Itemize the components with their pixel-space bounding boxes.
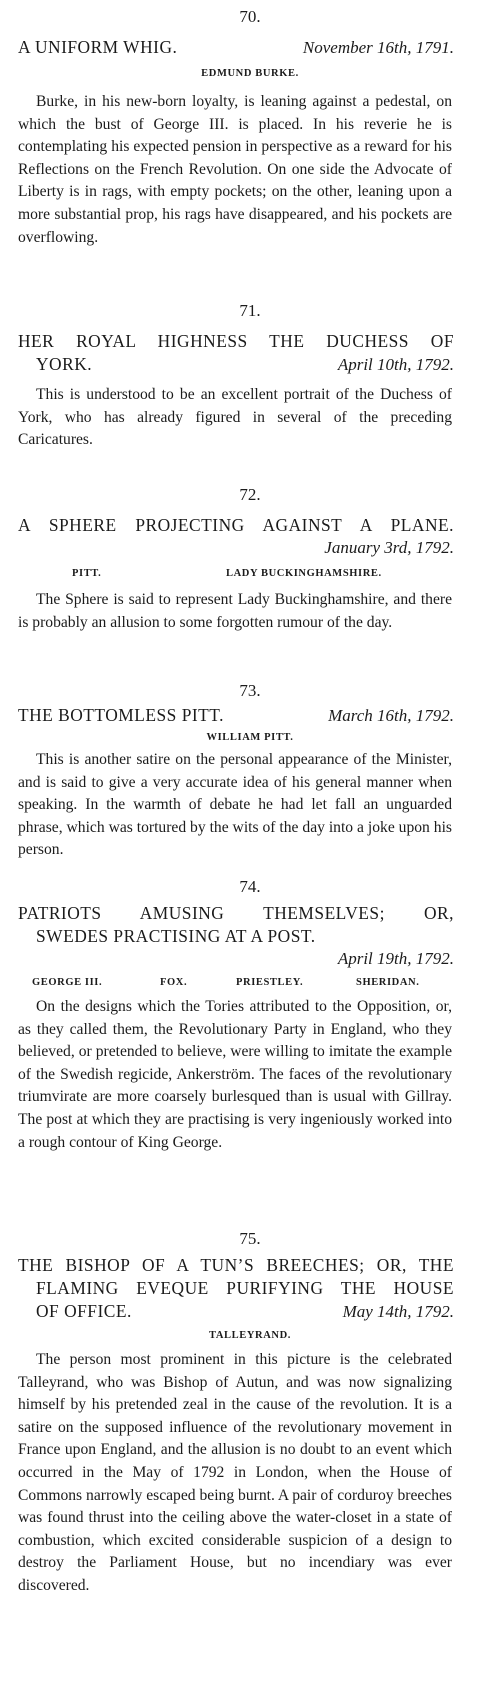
entry-title-text: A SPHERE PROJECTING AGAINST A PLANE. xyxy=(18,515,454,535)
entry-title xyxy=(18,704,454,727)
entry-number: 70. xyxy=(239,7,261,26)
entry-75 xyxy=(0,1228,500,1598)
entry-title xyxy=(18,1254,454,1323)
entry-71 xyxy=(0,300,500,452)
entry-title xyxy=(18,514,454,537)
entry-description: This is another satire on the personal appearance of the Minister, and is said to give a very accurate idea of his general manner when speaking. In the warmth of debate he had let fall an unguarded phrase, which was tortured by the wits of the day into a joke upon his person. xyxy=(18,751,452,859)
entry-date: January 3rd, 1792. xyxy=(324,538,454,557)
entry-title-line-3 xyxy=(18,1300,454,1323)
entry-title-line-1: HER ROYAL HIGHNESS THE DUCHESS OF xyxy=(18,331,454,351)
entry-title-text: YORK. xyxy=(36,354,93,374)
entry-73 xyxy=(0,680,500,862)
entry-title-line-1: THE BISHOP OF A TUN’S BREECHES; OR, THE xyxy=(18,1255,454,1275)
person-name: EDMUND BURKE. xyxy=(201,68,299,79)
people-line xyxy=(0,65,500,83)
entry-74 xyxy=(0,876,500,1154)
people-line xyxy=(0,729,500,747)
entry-description: The Sphere is said to represent Lady Buckinghamshire, and there is probably an allusion to some forgotten rumour of the day. xyxy=(18,591,452,631)
person-name: GEORGE III. xyxy=(32,977,103,988)
entry-number: 72. xyxy=(239,485,261,504)
person-name: SHERIDAN. xyxy=(356,977,420,988)
people-line xyxy=(0,1327,500,1345)
entry-description: Burke, in his new-born loyalty, is leaning against a pedestal, on which the bust of George III. is placed. In his reverie he is contemplating his expected pension in perspective as a reward for his Reflections on the French Revolution. On one side the Advocate of Liberty is in rags, with empty pockets; on the other, leaning upon a more substantial prop, his rags have disappeared, and his pockets are overflowing. xyxy=(18,93,452,246)
entry-date: April 10th, 1792. xyxy=(337,355,454,374)
entry-title xyxy=(18,330,454,376)
entry-number: 71. xyxy=(239,301,261,320)
entry-date: May 14th, 1792. xyxy=(342,1302,454,1321)
entry-date: March 16th, 1792. xyxy=(328,706,454,725)
person-name: FOX. xyxy=(160,977,188,988)
entry-title-line-2: FLAMING EVEQUE PURIFYING THE HOUSE xyxy=(36,1278,454,1298)
entry-title-text: A UNIFORM WHIG. xyxy=(18,37,178,57)
entry-title xyxy=(18,902,454,948)
entry-title-line-2 xyxy=(18,353,454,376)
person-name: PRIESTLEY. xyxy=(236,977,304,988)
entry-description: On the designs which the Tories attributed to the Opposition, or, as they called them, the Revolutionary Party in England, who they believed, or pretended to believe, were willing to imitate the example of the Swedish regicide, Ankerström. The faces of the revolutionary triumvirate are more coarsely burlesqued than is usual with Gillray. The post at which they are practising is very ingeniously worked into a rough contour of King George. xyxy=(18,998,452,1151)
person-name: LADY BUCKINGHAMSHIRE. xyxy=(226,568,382,579)
entry-title-text: OF OFFICE. xyxy=(36,1301,132,1321)
people-line xyxy=(0,565,500,583)
entry-number: 73. xyxy=(239,681,261,700)
entry-description: The person most prominent in this picture is the celebrated Talleyrand, who was Bishop of Autun, and was now signalizing himself by his pretended zeal in the cause of the revolution. It is a satire on the supposed influence of the revolutionary movement in France upon England, and the allusion is no doubt to an event which occurred in the May of 1792 in London, when the House of Commons narrowly escaped being burnt. A pair of corduroy breeches was found thrust into the ceiling above the water-closet in a state of combustion, which excited considerable suspicion of a design to destroy the Parliament House, but no incendiary was ever discovered. xyxy=(18,1351,452,1594)
entry-number: 75. xyxy=(239,1229,261,1248)
entry-72 xyxy=(0,484,500,634)
people-line xyxy=(0,974,500,992)
entry-number: 74. xyxy=(239,877,261,896)
person-name: TALLEYRAND. xyxy=(209,1330,291,1341)
entry-date: November 16th, 1791. xyxy=(302,38,454,57)
entry-title-line-2: SWEDES PRACTISING AT A POST. xyxy=(36,926,316,946)
person-name: PITT. xyxy=(72,568,102,579)
entry-date: April 19th, 1792. xyxy=(337,949,454,968)
person-name: WILLIAM PITT. xyxy=(206,732,294,743)
entry-description: This is understood to be an excellent portrait of the Duchess of York, who has already figured in several of the preceding Caricatures. xyxy=(18,386,452,449)
entry-title-text: THE BOTTOMLESS PITT. xyxy=(18,705,224,725)
entry-title xyxy=(18,36,454,59)
entry-title-line-1: PATRIOTS AMUSING THEMSELVES; OR, xyxy=(18,903,454,923)
entry-70 xyxy=(0,6,500,249)
